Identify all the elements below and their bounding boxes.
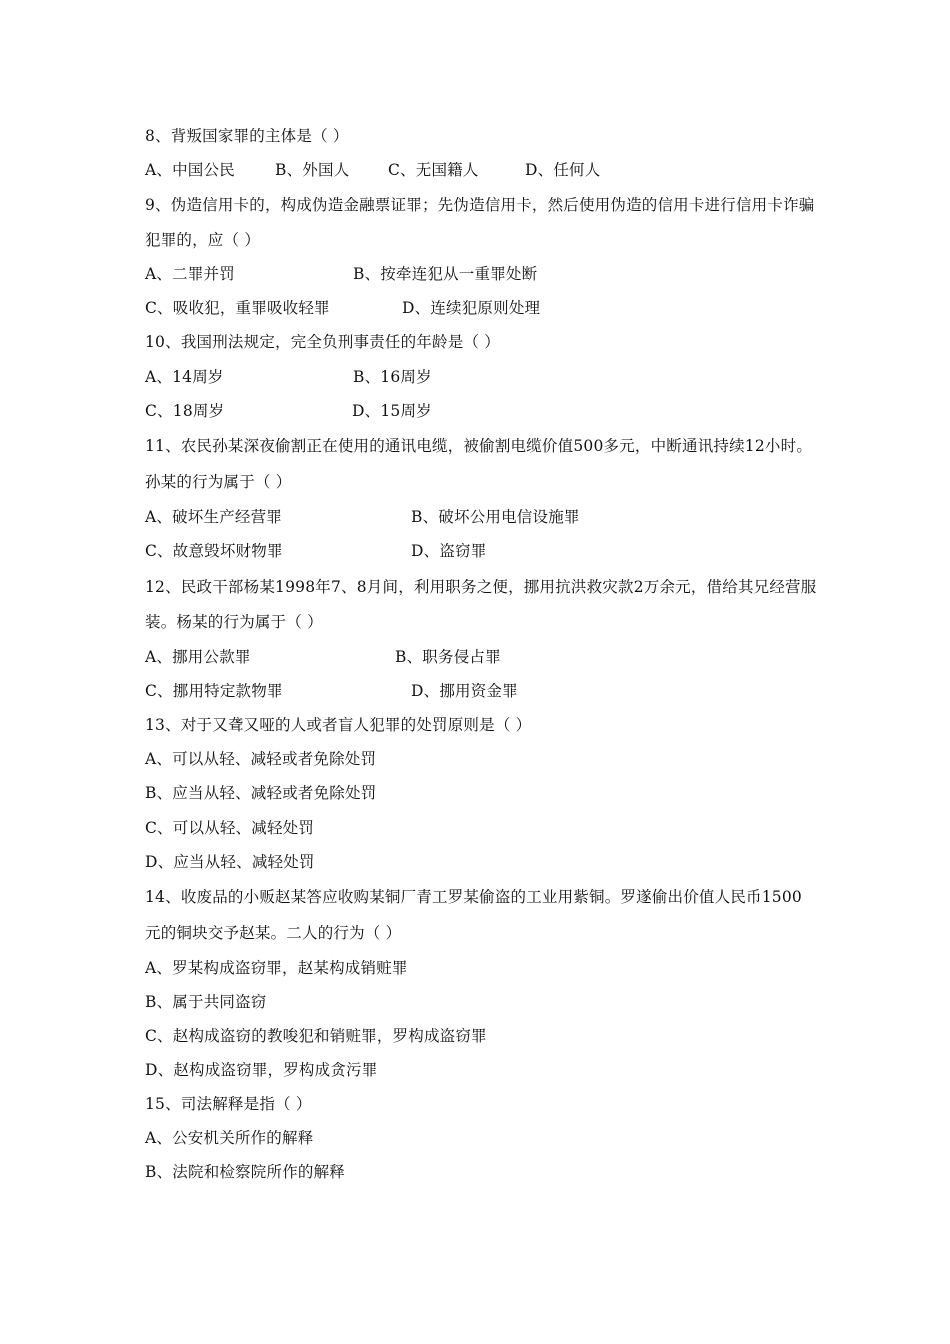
question-9-option-c: C、吸收犯，重罪吸收轻罪 <box>145 299 330 317</box>
question-9-stem-line1: 9、伪造信用卡的，构成伪造金融票证罪；先伪造信用卡，然后使用伪造的信用卡进行信用卡诈骗 <box>145 196 815 214</box>
question-13-option-a: A、可以从轻、减轻或者免除处罚 <box>145 750 377 768</box>
question-9-option-b: B、按牵连犯从一重罪处断 <box>353 265 538 283</box>
question-9-stem-line2: 犯罪的，应（ ） <box>145 231 261 249</box>
question-10-option-c: C、18周岁 <box>145 402 225 420</box>
question-12-option-c: C、挪用特定款物罪 <box>145 682 283 700</box>
question-14-option-c: C、赵构成盗窃的教唆犯和销赃罪，罗构成盗窃罪 <box>145 1027 487 1045</box>
question-12-option-d: D、挪用资金罪 <box>411 682 518 700</box>
question-8-option-d: D、任何人 <box>525 161 601 179</box>
question-11-stem-line2: 孙某的行为属于（ ） <box>145 473 292 491</box>
question-11-stem-line1: 11、农民孙某深夜偷割正在使用的通讯电缆，被偷割电缆价值500多元，中断通讯持续12小时。 <box>145 437 813 455</box>
question-13-option-b: B、应当从轻、减轻或者免除处罚 <box>145 784 377 802</box>
question-12-stem-line2: 装。杨某的行为属于（ ） <box>145 613 323 631</box>
question-15-option-a: A、公安机关所作的解释 <box>145 1129 314 1147</box>
question-8-option-a: A、中国公民 <box>145 161 235 179</box>
question-11-option-b: B、破坏公用电信设施罪 <box>411 508 580 526</box>
question-10-stem: 10、我国刑法规定，完全负刑事责任的年龄是（ ） <box>145 333 500 351</box>
question-14-stem-line2: 元的铜块交予赵某。二人的行为（ ） <box>145 924 402 942</box>
question-12-option-b: B、职务侵占罪 <box>395 648 501 666</box>
question-9-option-d: D、连续犯原则处理 <box>402 299 541 317</box>
question-13-stem: 13、对于又聋又哑的人或者盲人犯罪的处罚原则是（ ） <box>145 716 532 734</box>
question-8-option-c: C、无国籍人 <box>388 161 479 179</box>
question-10-option-b: B、16周岁 <box>353 368 432 386</box>
question-11-option-a: A、破坏生产经营罪 <box>145 508 282 526</box>
question-15-stem: 15、司法解释是指（ ） <box>145 1095 312 1113</box>
question-12-option-a: A、挪用公款罪 <box>145 648 251 666</box>
question-14-stem-line1: 14、收废品的小贩赵某答应收购某铜厂青工罗某偷盗的工业用紫铜。罗遂偷出价值人民币1500 <box>145 888 802 906</box>
question-10-option-d: D、15周岁 <box>352 402 432 420</box>
question-11-option-d: D、盗窃罪 <box>411 542 487 560</box>
question-14-option-d: D、赵构成盗窃罪，罗构成贪污罪 <box>145 1061 378 1079</box>
question-14-option-b: B、属于共同盗窃 <box>145 993 267 1011</box>
question-11-option-c: C、故意毁坏财物罪 <box>145 542 283 560</box>
question-8-option-b: B、外国人 <box>275 161 350 179</box>
question-13-option-c: C、可以从轻、减轻处罚 <box>145 819 315 837</box>
question-14-option-a: A、罗某构成盗窃罪，赵某构成销赃罪 <box>145 959 408 977</box>
question-15-option-b: B、法院和检察院所作的解释 <box>145 1163 345 1181</box>
question-13-option-d: D、应当从轻、减轻处罚 <box>145 853 315 871</box>
question-9-option-a: A、二罪并罚 <box>145 265 235 283</box>
question-10-option-a: A、14周岁 <box>145 368 224 386</box>
question-12-stem-line1: 12、民政干部杨某1998年7、8月间，利用职务之便，挪用抗洪救灾款2万余元，借给其兄经营服 <box>145 578 817 596</box>
question-8-stem: 8、背叛国家罪的主体是（ ） <box>145 127 349 145</box>
